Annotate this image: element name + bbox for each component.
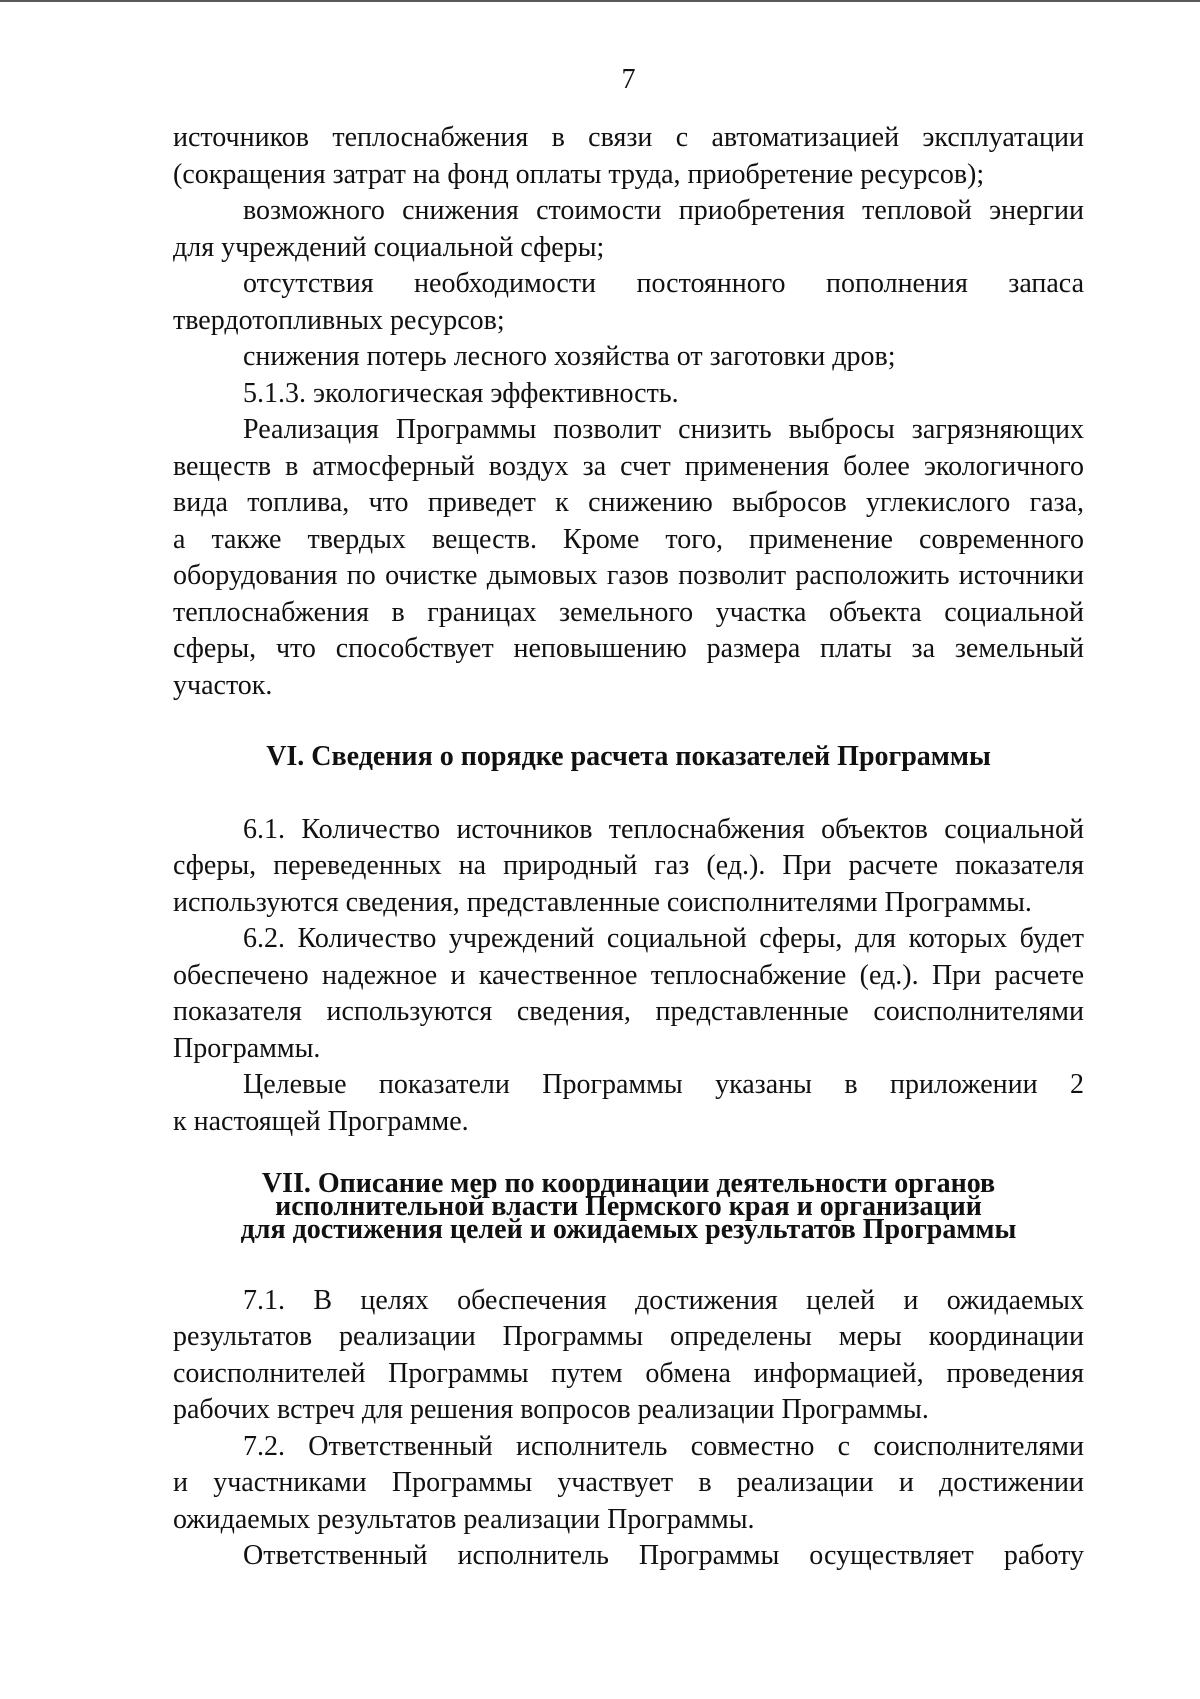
paragraph — [173, 120, 1084, 193]
text-line: источников теплоснабжения в связи с автоматизацией эксплуатации — [173, 122, 1084, 153]
text-line: для учреждений социальной сферы; — [173, 231, 605, 263]
text-line: ожидаемых результатов реализации Программы. — [173, 1503, 755, 1535]
paragraph — [173, 376, 1084, 413]
text-line: обеспечено надежное и качественное теплоснабжение (ед.). При расчете — [173, 959, 1084, 991]
section-heading-vi: VI. Сведения о порядке расчета показателей Программы — [266, 741, 991, 772]
section-heading-vii — [173, 1167, 1084, 1245]
page-number: 7 — [621, 64, 636, 95]
scan-edge — [0, 0, 1200, 2]
section-vii-body — [173, 1283, 1084, 1575]
text-line: Ответственный исполнитель Программы осуществляет работу — [243, 1540, 1084, 1571]
text-line: 5.1.3. экологическая эффективность. — [243, 377, 679, 409]
paragraph — [173, 339, 1084, 376]
text-line: а также твердых веществ. Кроме того, применение современного — [173, 523, 1084, 555]
paragraph — [173, 1283, 1084, 1429]
text-line: 6.2. Количество учреждений социальной сферы, для которых будет — [243, 923, 1084, 954]
text-line: рабочих встреч для решения вопросов реализации Программы. — [173, 1394, 929, 1425]
paragraph — [173, 1429, 1084, 1539]
heading-line: для достижения целей и ожидаемых результатов Программы — [240, 1213, 1017, 1245]
text-line: к настоящей Программе. — [173, 1105, 469, 1137]
text-line: сферы, переведенных на природный газ (ед.). При расчете показателя — [173, 850, 1084, 881]
text-line: Программы. — [173, 1032, 321, 1064]
text-line: Целевые показатели Программы указаны в приложении 2 — [243, 1069, 1084, 1100]
paragraph — [173, 921, 1084, 1067]
paragraph — [173, 1067, 1084, 1140]
text-line: веществ в атмосферный воздух за счет применения более экологичного — [173, 450, 1084, 482]
text-line: сферы, что способствует неповышению размера платы за земельный — [173, 633, 1084, 664]
paragraph — [173, 812, 1084, 922]
paragraph — [173, 1538, 1084, 1575]
text-line: отсутствия необходимости постоянного пополнения запаса — [243, 268, 1084, 299]
text-line: показателя используются сведения, представленные соисполнителями — [173, 996, 1084, 1027]
text-line: (сокращения затрат на фонд оплаты труда, приобретение ресурсов); — [173, 158, 985, 190]
heading-line: исполнительной власти Пермского края и организаций — [275, 1190, 982, 1222]
paragraph — [173, 193, 1084, 266]
paragraph — [173, 412, 1084, 704]
section-vi-body — [173, 812, 1084, 1141]
text-line: 6.1. Количество источников теплоснабжения объектов социальной — [243, 813, 1084, 845]
text-line: результатов реализации Программы определены меры координации — [173, 1321, 1084, 1352]
text-line: вида топлива, что приведет к снижению выбросов углекислого газа, — [173, 487, 1084, 518]
text-line: теплоснабжения в границах земельного участка объекта социальной — [173, 596, 1084, 628]
continued-section — [173, 120, 1084, 704]
text-line: оборудования по очистке дымовых газов позволит расположить источники — [173, 560, 1084, 591]
text-line: снижения потерь лесного хозяйства от заготовки дров; — [243, 341, 896, 372]
text-line: участок. — [173, 669, 273, 701]
text-line: Реализация Программы позволит снизить выбросы загрязняющих — [243, 414, 1084, 445]
text-line: 7.1. В целях обеспечения достижения целей и ожидаемых — [243, 1284, 1084, 1316]
text-line: и участниками Программы участвует в реализации и достижении — [173, 1467, 1084, 1498]
text-line: соисполнителей Программы путем обмена информацией, проведения — [173, 1357, 1084, 1389]
text-line: возможного снижения стоимости приобретения тепловой энергии — [243, 195, 1084, 226]
text-line: используются сведения, представленные соисполнителями Программы. — [173, 886, 1032, 918]
paragraph — [173, 266, 1084, 339]
heading-line: VII. Описание мер по координации деятельности органов — [261, 1167, 996, 1199]
text-line: 7.2. Ответственный исполнитель совместно с соисполнителями — [243, 1430, 1084, 1462]
document-body — [173, 120, 1084, 1575]
text-line: твердотопливных ресурсов; — [173, 304, 505, 336]
